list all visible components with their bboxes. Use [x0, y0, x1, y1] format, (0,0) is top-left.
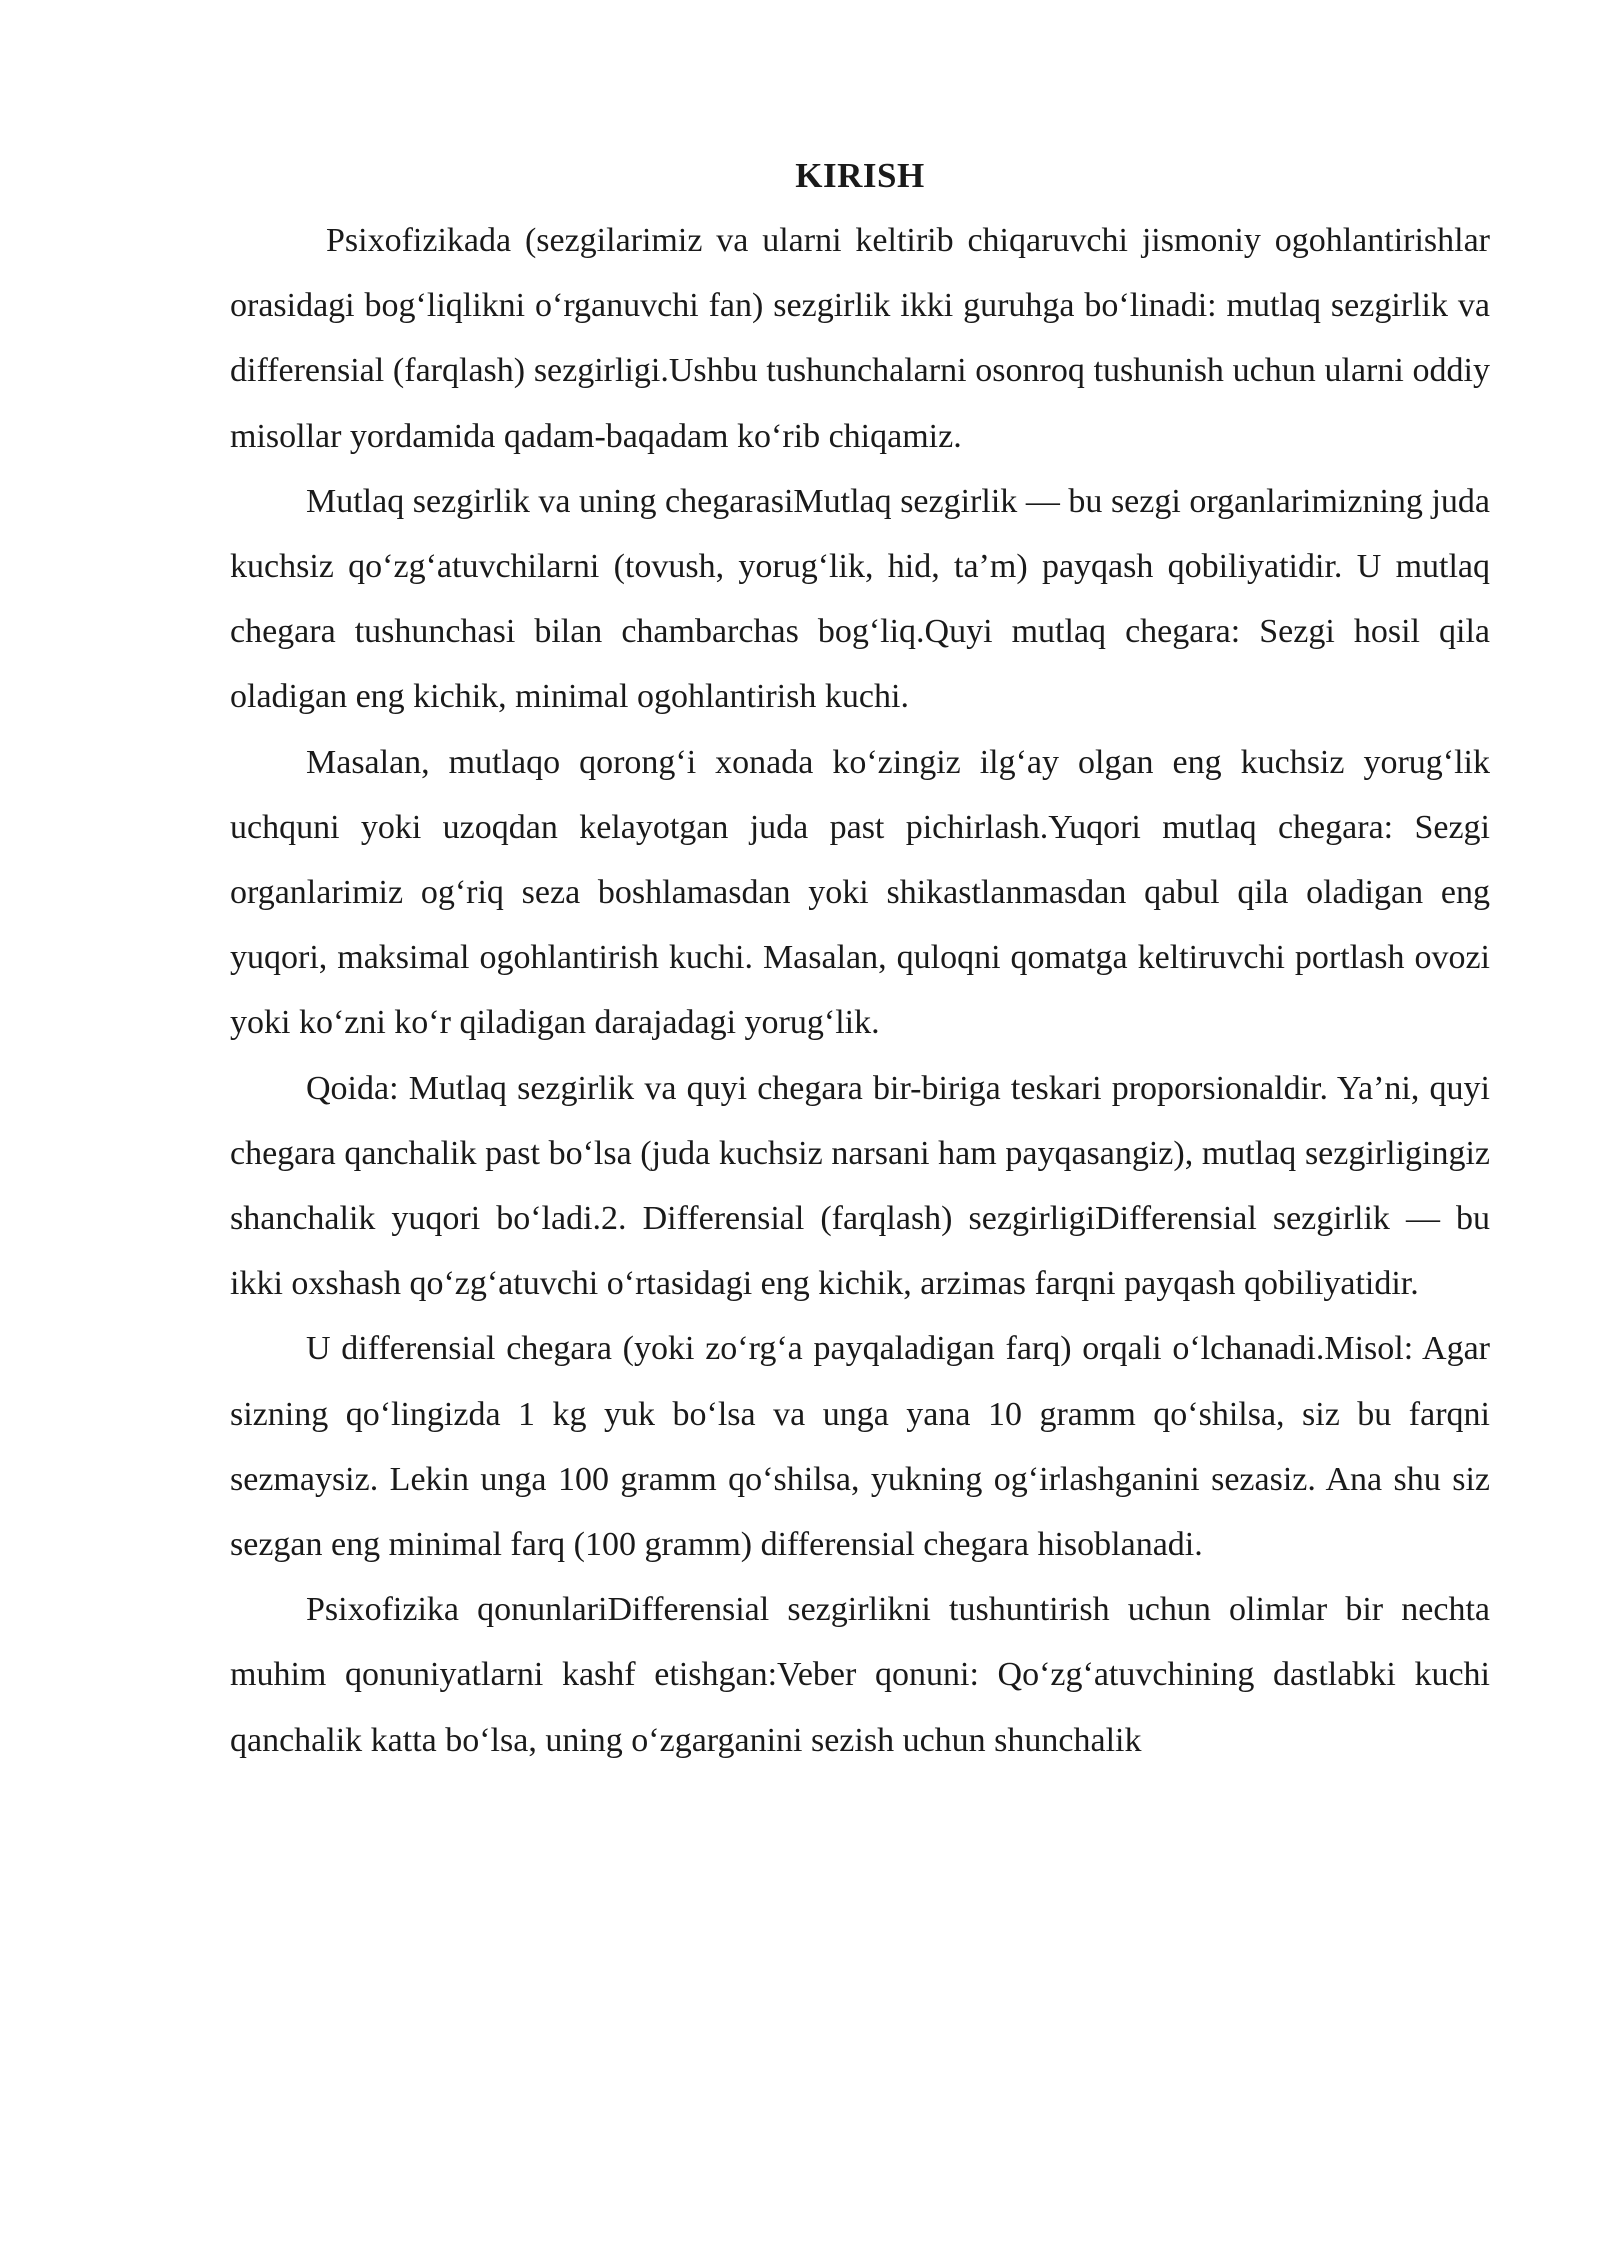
page-title: KIRISH: [795, 156, 925, 195]
paragraph-rule: Qoida: Mutlaq sezgirlik va quyi chegara bir-biriga teskari proporsionaldir. Ya’ni, quyi chegara qanchalik past bo‘lsa (juda kuchsiz narsani ham payqasangiz), mutlaq sezgirligingiz shanchalik yuqori bo‘ladi.2. Differensial (farqlash) sezgirligiDifferensial sezgirlik — bu ikki oxshash qo‘zg‘atuvchi o‘rtasidagi eng kichik, arzimas farqni payqash qobiliyatidir.: [230, 1069, 1490, 1303]
document-page: [230, 148, 1490, 1773]
paragraph-example-thresholds: Masalan, mutlaqo qorong‘i xonada ko‘zingiz ilg‘ay olgan eng kuchsiz yorug‘lik uchquni yoki uzoqdan kelayotgan juda past pichirlash.Yuqori mutlaq chegara: Sezgi organlarimiz og‘riq seza boshlamasdan yoki shikastlanmasdan qabul qila oladigan eng yuqori, maksimal ogohlantirish kuchi. Masalan, quloqni qomatga keltiruvchi portlash ovozi yoki ko‘zni ko‘r qiladigan darajadagi yorug‘lik.: [230, 743, 1490, 1042]
paragraph-differential-threshold: U differensial chegara (yoki zo‘rg‘a payqaladigan farq) orqali o‘lchanadi.Misol: Agar sizning qo‘lingizda 1 kg yuk bo‘lsa va unga yana 10 gramm qo‘shilsa, siz bu farqni sezmaysiz. Lekin unga 100 gramm qo‘shilsa, yukning og‘irlashganini sezasiz. Ana shu siz sezgan eng minimal farq (100 gramm) differensial chegara hisoblanadi.: [230, 1330, 1490, 1564]
paragraph-intro: Psixofizikada (sezgilarimiz va ularni keltirib chiqaruvchi jismoniy ogohlantirishlar orasidagi bog‘liqlikni o‘rganuvchi fan) sezgirlik ikki guruhga bo‘linadi: mutlaq sezgirlik va differensial (farqlash) sezgirligi.Ushbu tushunchalarni osonroq tushunish uchun ularni oddiy misollar yordamida qadam-baqadam ko‘rib chiqamiz.: [230, 222, 1490, 455]
paragraph-psychophysics-laws: Psixofizika qonunlariDifferensial sezgirlikni tushuntirish uchun olimlar bir nechta muhim qonuniyatlarni kashf etishgan:Veber qonuni: Qo‘zg‘atuvchining dastlabki kuchi qanchalik katta bo‘lsa, uning o‘zgarganini sezish uchun shunchalik: [230, 1591, 1490, 1759]
paragraph-absolute-sensitivity: Mutlaq sezgirlik va uning chegarasiMutlaq sezgirlik — bu sezgi organlarimizning juda kuchsiz qo‘zg‘atuvchilarni (tovush, yorug‘lik, hid, ta’m) payqash qobiliyatidir. U mutlaq chegara tushunchasi bilan chambarchas bog‘liq.Quyi mutlaq chegara: Sezgi hosil qila oladigan eng kichik, minimal ogohlantirish kuchi.: [230, 482, 1490, 716]
